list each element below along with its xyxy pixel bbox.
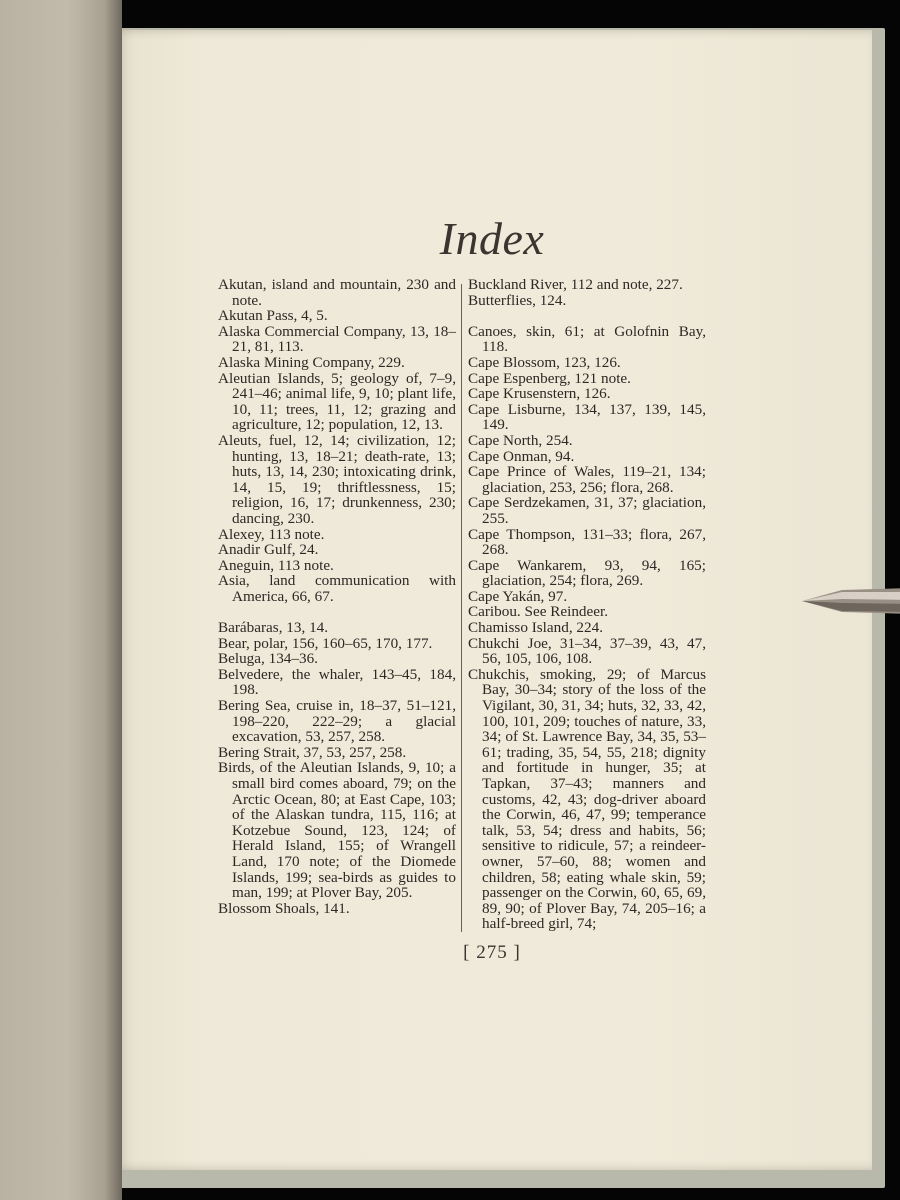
- index-entry: Birds, of the Aleutian Islands, 9, 10; a small bird comes aboard, 79; on the Arctic Ocean, 80; at East Cape, 103; of the Alaskan tundra, 115, 116; at Kotzebue Sound, 123, 124; of Herald Island, 155; of Wrangell Land, 170 note; of the Diomede Islands, 199; sea-birds as guides to man, 199; at Plover Bay, 205.: [218, 759, 456, 902]
- index-entry: Belvedere, the whaler, 143–45, 184, 198.: [218, 665, 456, 699]
- left-page-edge: [0, 0, 122, 1200]
- index-entry: Cape North, 254.: [468, 431, 573, 449]
- index-entry: Cape Espenberg, 121 note.: [468, 369, 631, 387]
- entry-gap: [218, 604, 456, 620]
- index-entry: Cape Wankarem, 93, 94, 165; glaciation, 254; flora, 269.: [468, 556, 706, 590]
- index-entry: Beluga, 134–36.: [218, 650, 318, 668]
- index-entry: Butterflies, 124.: [468, 291, 567, 309]
- page-number: [ 275 ]: [463, 942, 521, 963]
- index-entry: Bering Strait, 37, 53, 257, 258.: [218, 743, 407, 761]
- index-entry: Barábaras, 13, 14.: [218, 619, 329, 637]
- index-entry: Blossom Shoals, 141.: [218, 899, 350, 917]
- index-entry: Aneguin, 113 note.: [218, 556, 334, 574]
- index-entry: Alaska Commercial Company, 13, 18–21, 81, 113.: [218, 322, 456, 356]
- index-entry: Caribou. See Reindeer.: [468, 603, 609, 621]
- index-entry: Cape Thompson, 131–33; flora, 267, 268.: [468, 525, 706, 559]
- index-entry: Chukchi Joe, 31–34, 37–39, 43, 47, 56, 105, 106, 108.: [468, 634, 706, 668]
- index-entry: Bear, polar, 156, 160–65, 170, 177.: [218, 634, 433, 652]
- index-entry: Chukchis, smoking, 29; of Marcus Bay, 30–34; story of the loss of the Vigilant, 30, 31, 34; huts, 32, 33, 42, 100, 101, 209; touches of nature, 33, 34; of St. Lawrence Bay, 34, 35, 53–61; trading, 35, 54, 55, 218; dignity and fortitude in hunger, 35; at Tapkan, 37–43; manners and customs, 42, 43; dog-driver aboard the Corwin, 46, 47, 99; temperance talk, 53, 54; dress and habits, 56; sensitive to ridicule, 57; a reindeer-owner, 57–60, 88; women and children, 58; eating whale skin, 59; passenger on the Corwin, 60, 65, 69, 89, 90; of Plover Bay, 74, 205–16; a half-breed girl, 74;: [468, 665, 706, 933]
- index-entry: Asia, land communication with America, 66, 67.: [218, 572, 456, 605]
- index-entry: Cape Serdzekamen, 31, 37; glaciation, 255.: [468, 494, 706, 527]
- index-entry: Canoes, skin, 61; at Golofnin Bay, 118.: [468, 322, 706, 356]
- index-column-right: [468, 277, 706, 932]
- index-entry: Cape Blossom, 123, 126.: [468, 353, 621, 371]
- index-entry: Aleuts, fuel, 12, 14; civilization, 12; hunting, 13, 18–21; death-rate, 13; huts, 13, 14, 230; intoxicating drink, 14, 15, 19; thriftlessness, 15; religion, 16, 17; drunkenness, 230; dancing, 230.: [218, 431, 456, 527]
- index-entry: Chamisso Island, 224.: [468, 619, 603, 637]
- index-entry: Alaska Mining Company, 229.: [218, 353, 405, 371]
- index-entry: Cape Krusenstern, 126.: [468, 385, 611, 403]
- index-entry: Cape Prince of Wales, 119–21, 134; glaciation, 253, 256; flora, 268.: [468, 463, 706, 496]
- entry-gap: [468, 308, 706, 324]
- index-entry: Alexey, 113 note.: [218, 525, 325, 543]
- index-entry: Aleutian Islands, 5; geology of, 7–9, 241–46; animal life, 9, 10; plant life, 10, 11; trees, 11, 12; grazing and agriculture, 12; population, 12, 13.: [218, 369, 456, 434]
- index-entry: Anadir Gulf, 24.: [218, 541, 319, 559]
- index-entry: Bering Sea, cruise in, 18–37, 51–121, 198–220, 222–29; a glacial excavation, 53, 257, 258.: [218, 697, 456, 746]
- index-entry: Akutan Pass, 4, 5.: [218, 307, 328, 325]
- page-title: Index: [439, 213, 545, 264]
- pen-pointer-icon: [802, 586, 900, 616]
- index-entry: Cape Yakán, 97.: [468, 587, 568, 605]
- index-entry: Cape Lisburne, 134, 137, 139, 145, 149.: [468, 400, 706, 434]
- index-entry: Buckland River, 112 and note, 227.: [468, 276, 683, 293]
- index-entry: Cape Onman, 94.: [468, 447, 575, 465]
- index-column-left: [218, 277, 456, 916]
- column-divider: [461, 284, 462, 932]
- index-entry: Akutan, island and mountain, 230 and note.: [218, 276, 456, 309]
